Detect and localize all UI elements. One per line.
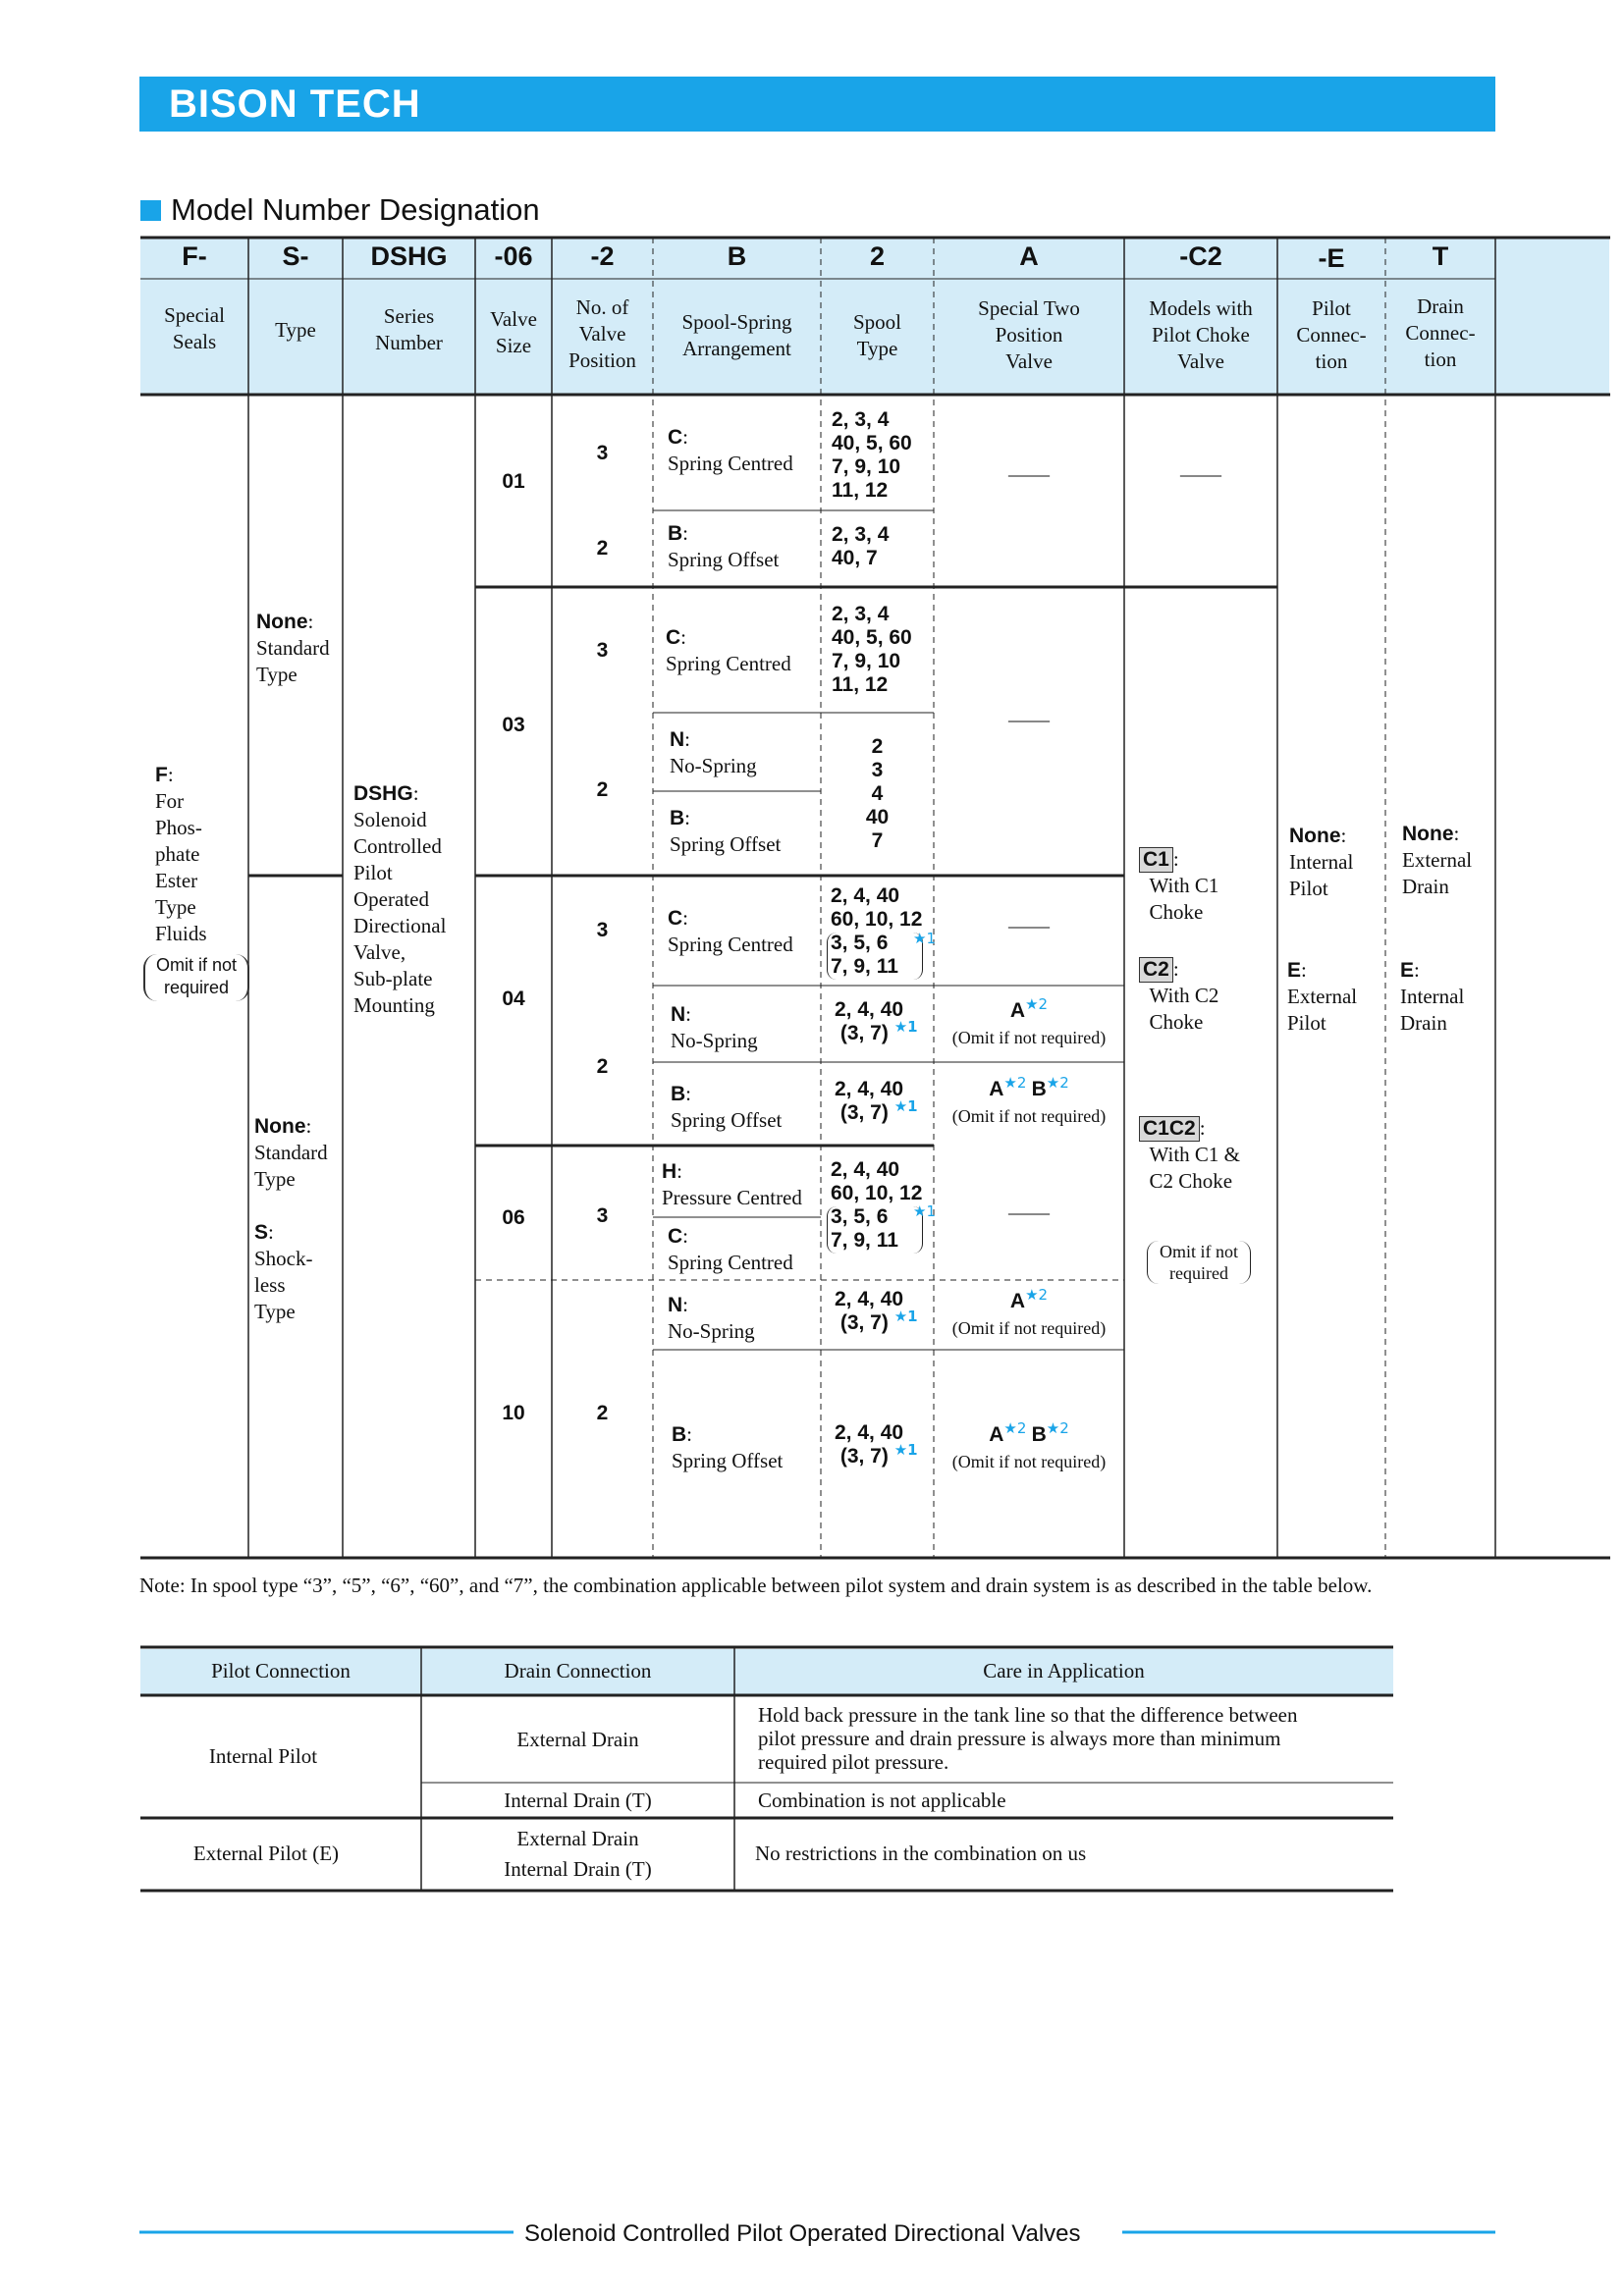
series-option: DSHG: Solenoid Controlled Pilot Operated Directional Valve, Sub-plate Mounting (353, 781, 447, 1017)
spool-04-b: 2, 4, 40 (3, 7) $^{★1}$ (835, 1078, 918, 1124)
desc-valve-size: Valve Size (490, 307, 537, 357)
spool-06-brace (827, 1206, 923, 1254)
size-06: 06 (502, 1206, 525, 1229)
type-option-lower: None: Standard Type S: Shock- less Type (254, 1114, 328, 1323)
desc-type: Type (275, 318, 316, 342)
code-valve-size: -06 (494, 241, 533, 271)
care-internal-drain-t-2: Internal Drain (T) (504, 1857, 652, 1881)
code-spool-spring: B (727, 241, 747, 271)
arrangement-10-b: B: Spring Offset (672, 1422, 784, 1472)
code-positions: -2 (590, 241, 615, 271)
care-header-care: Care in Application (983, 1659, 1145, 1682)
desc-special-two: Special Two Position Valve (978, 296, 1080, 373)
note-text: Note: In spool type “3”, “5”, “6”, “60”, and “7”, the combination applicable between pilot system and drain system is as described in the table below. (139, 1574, 1373, 1597)
brand-logo-text: BISON TECH (169, 82, 421, 126)
arrangement-06-c: C: Spring Centred (668, 1224, 793, 1274)
choke-c1: C1 : With C1 Choke (1139, 846, 1276, 926)
special-04-b: $A^{★2}$ $B^{★2}$ (Omit if not required) (951, 1074, 1107, 1126)
position-03-3: 3 (596, 639, 609, 662)
position-04-2: 2 (596, 1055, 609, 1078)
spool-06: 2, 4, 40 60, 10, 12 3, 5, 6 7, 9, 11 (831, 1158, 923, 1252)
arrangement-01-c: C: Spring Centred (668, 425, 793, 475)
spool-01-c: 2, 3, 4 40, 5, 60 7, 9, 10 11, 12 (832, 408, 912, 502)
special-10-n: $A^{★2}$ (Omit if not required) (951, 1286, 1107, 1338)
special-04-n: $A^{★2}$ (Omit if not required) (951, 995, 1107, 1047)
pilot-e: E: External Pilot (1287, 958, 1358, 1035)
code-pilot-choke: -C2 (1179, 241, 1222, 271)
care-text-1: Hold back pressure in the tank line so that the difference between pilot pressure and drain pressure is always more than minimum required pilot pressure. (758, 1703, 1298, 1774)
choke-dash-01: —— (1180, 462, 1221, 486)
care-internal-drain-t: Internal Drain (T) (504, 1789, 652, 1812)
desc-spool-spring: Spool-Spring Arrangement (681, 310, 792, 360)
code-spool-type: 2 (869, 241, 886, 271)
size-01: 01 (502, 470, 525, 493)
position-03-2: 2 (596, 778, 609, 801)
position-01-3: 3 (596, 442, 609, 464)
arrangement-10-n: N: No-Spring (668, 1293, 755, 1343)
spool-04-n: 2, 4, 40 (3, 7) $^{★1}$ (835, 998, 918, 1044)
desc-pilot-choke: Models with Pilot Choke Valve (1149, 296, 1253, 373)
arrangement-03-c: C: Spring Centred (666, 625, 791, 675)
care-external-drain-2: External Drain (516, 1827, 639, 1850)
position-04-3: 3 (596, 919, 609, 941)
code-pilot-connection: -E (1318, 243, 1345, 273)
care-text-2: Combination is not applicable (758, 1789, 1006, 1812)
size-03: 03 (502, 714, 525, 736)
desc-pilot-connection: Pilot Connec- tion (1296, 296, 1367, 373)
desc-drain-connection: Drain Connec- tion (1405, 294, 1476, 371)
drain-none: None: External Drain (1402, 822, 1473, 898)
seals-omit-note: Omit if not required (143, 954, 249, 1001)
special-dash-01: —— (1008, 462, 1050, 486)
arrangement-04-b: B: Spring Offset (671, 1082, 783, 1132)
type-option-upper: None: Standard Type (256, 610, 330, 686)
choke-c1c2: C1C2 : With C1 & C2 Choke (1139, 1115, 1276, 1195)
desc-series: Series Number (375, 304, 443, 354)
code-special-seals: F- (182, 241, 207, 271)
position-06-3: 3 (596, 1204, 609, 1227)
arrangement-01-b: B: Spring Offset (668, 521, 780, 571)
code-drain-connection: T (1432, 241, 1449, 271)
special-dash-06: —— (1008, 1201, 1050, 1224)
choke-c2: C2 : With C2 Choke (1139, 956, 1276, 1036)
care-external-pilot: External Pilot (E) (192, 1842, 340, 1865)
position-01-2: 2 (596, 537, 609, 560)
spool-10-n: 2, 4, 40 (3, 7) $^{★1}$ (835, 1288, 918, 1334)
arrangement-06-h: H: Pressure Centred (662, 1159, 802, 1209)
section-title: Model Number Designation (171, 192, 540, 227)
footer-title: Solenoid Controlled Pilot Operated Directional Valves (524, 2220, 1081, 2247)
care-internal-pilot: Internal Pilot (208, 1744, 318, 1768)
choke-omit-note: Omit if not required (1147, 1241, 1251, 1284)
desc-special-seals: Special Seals (164, 303, 225, 353)
spool-03-c: 2, 3, 4 40, 5, 60 7, 9, 10 11, 12 (832, 603, 912, 696)
spool-04-c-brace (827, 933, 923, 980)
spool-04-c: 2, 4, 40 60, 10, 12 3, 5, 6 7, 9, 11 (831, 884, 923, 978)
arrangement-04-c: C: Spring Centred (668, 906, 793, 956)
seals-option: F: For Phos- phate Ester Type Fluids (155, 763, 207, 945)
arrangement-04-n: N: No-Spring (671, 1002, 758, 1052)
special-dash-04: —— (1008, 914, 1050, 937)
special-dash-03: —— (1008, 708, 1050, 731)
spool-10-b: 2, 4, 40 (3, 7) $^{★1}$ (835, 1421, 918, 1468)
pilot-none: None: Internal Pilot (1289, 824, 1354, 900)
care-external-drain: External Drain (516, 1728, 639, 1751)
desc-positions: No. of Valve Position (568, 295, 636, 372)
code-type: S- (282, 241, 309, 271)
size-10: 10 (502, 1402, 525, 1424)
drain-e: E: Internal Drain (1400, 958, 1465, 1035)
care-header-pilot: Pilot Connection (211, 1659, 351, 1682)
arrangement-03-n: N: No-Spring (670, 727, 757, 777)
size-04: 04 (502, 988, 525, 1010)
position-10-2: 2 (596, 1402, 609, 1424)
code-special-two: A (1019, 241, 1039, 271)
desc-spool-type: Spool Type (852, 310, 901, 360)
care-header-drain: Drain Connection (504, 1659, 652, 1682)
spool-03-nb: 2 3 4 40 7 (865, 735, 890, 852)
arrangement-03-b: B: Spring Offset (670, 806, 782, 856)
care-text-3: No restrictions in the combination on us (755, 1842, 1087, 1865)
spool-01-b: 2, 3, 4 40, 7 (832, 523, 890, 569)
special-10-b: $A^{★2}$ $B^{★2}$ (Omit if not required) (951, 1419, 1107, 1471)
code-series: DSHG (370, 241, 448, 271)
